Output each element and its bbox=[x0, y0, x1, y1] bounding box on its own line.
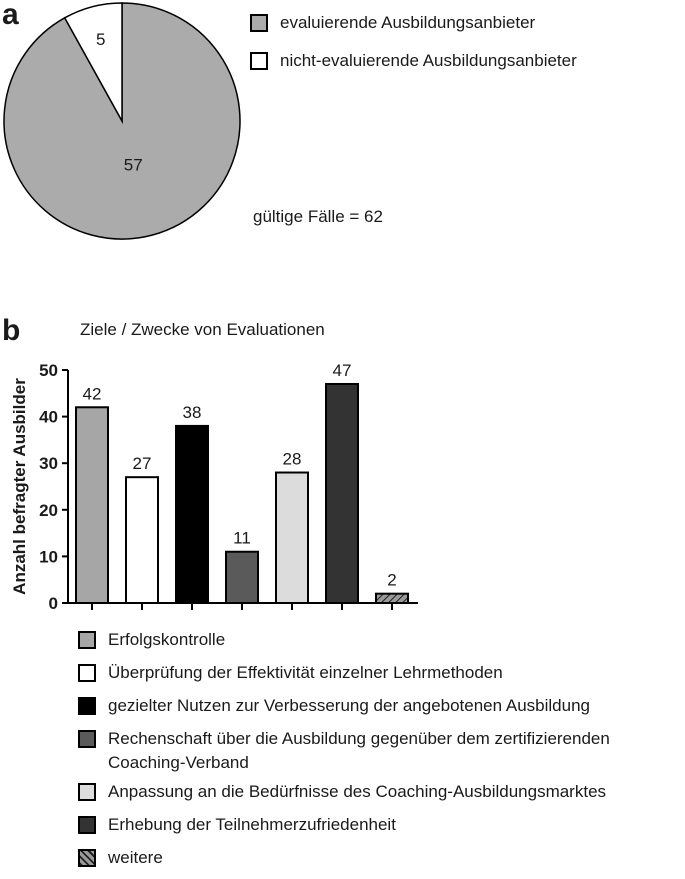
bar bbox=[376, 594, 408, 603]
bar-value-label: 11 bbox=[233, 528, 251, 548]
panel-label-b: b bbox=[2, 314, 21, 347]
bar-value-label: 27 bbox=[132, 454, 152, 474]
bar-legend-swatch bbox=[78, 730, 96, 748]
bar-legend-item bbox=[78, 846, 685, 874]
y-tick-label: 50 bbox=[39, 361, 58, 380]
bar bbox=[226, 552, 258, 603]
y-tick-label: 20 bbox=[39, 500, 58, 520]
pie-value-label: 57 bbox=[123, 155, 143, 175]
pie-legend-item bbox=[250, 8, 577, 38]
bar bbox=[276, 473, 308, 603]
pie-legend-swatch-non-evaluating bbox=[250, 52, 268, 70]
bar-chart-title: Ziele / Zwecke von Evaluationen bbox=[80, 320, 325, 339]
bar-legend bbox=[78, 628, 685, 879]
y-tick-label: 10 bbox=[39, 547, 58, 567]
bar-value-label: 28 bbox=[282, 449, 302, 469]
bar-legend-label: Überprüfung der Effektivität einzelner Lehrmethoden bbox=[108, 663, 503, 682]
bar-legend-label: Erfolgskontrolle bbox=[108, 630, 226, 649]
pie-legend-swatch-evaluating bbox=[250, 14, 268, 32]
bar-legend-item bbox=[78, 694, 685, 722]
bar bbox=[176, 426, 208, 603]
pie-value-label: 5 bbox=[95, 29, 106, 49]
pie-legend-label: evaluierende Ausbildungsanbieter bbox=[280, 13, 536, 32]
bar-legend-label: Rechenschaft über die Ausbildung gegenüber dem zertifizierenden Coaching-Verband bbox=[108, 729, 610, 772]
bar bbox=[326, 384, 358, 603]
bar-legend-label: Erhebung der Teilnehmerzufriedenheit bbox=[108, 815, 396, 834]
bar-legend-swatch bbox=[78, 631, 96, 649]
pie-legend-item bbox=[250, 46, 577, 76]
panel-label-a: a bbox=[2, 0, 19, 31]
bar-value-label: 47 bbox=[332, 360, 352, 380]
bar-legend-swatch bbox=[78, 783, 96, 801]
y-tick-label: 0 bbox=[48, 594, 58, 613]
bar-legend-item bbox=[78, 661, 685, 689]
bar-value-label: 38 bbox=[182, 402, 202, 422]
y-tick-label: 40 bbox=[39, 407, 58, 427]
bar-chart bbox=[0, 340, 685, 620]
y-axis-title: Anzahl befragter Ausbilder bbox=[10, 378, 29, 595]
valid-cases-note: gültige Fälle = 62 bbox=[253, 207, 383, 226]
bar-legend-item bbox=[78, 628, 685, 656]
bar bbox=[126, 477, 158, 603]
bar bbox=[76, 407, 108, 603]
bar-value-label: 42 bbox=[82, 384, 102, 404]
bar-legend-label: Anpassung an die Bedürfnisse des Coaching-Ausbildungsmarktes bbox=[108, 782, 607, 801]
bar-value-label: 2 bbox=[387, 570, 397, 590]
pie-legend bbox=[250, 8, 577, 84]
bar-legend-swatch bbox=[78, 849, 96, 867]
pie-legend-label: nicht-evaluierende Ausbildungsanbieter bbox=[280, 51, 577, 70]
bar-legend-swatch bbox=[78, 697, 96, 715]
bar-legend-swatch bbox=[78, 664, 96, 682]
bar-legend-swatch bbox=[78, 816, 96, 834]
bar-legend-item bbox=[78, 727, 685, 775]
pie-chart bbox=[0, 0, 250, 275]
y-tick-label: 30 bbox=[39, 454, 58, 474]
bar-legend-label: gezielter Nutzen zur Verbesserung der angebotenen Ausbildung bbox=[108, 696, 591, 715]
bar-legend-item bbox=[78, 780, 685, 808]
bar-legend-label: weitere bbox=[108, 848, 163, 867]
bar-legend-item bbox=[78, 813, 685, 841]
